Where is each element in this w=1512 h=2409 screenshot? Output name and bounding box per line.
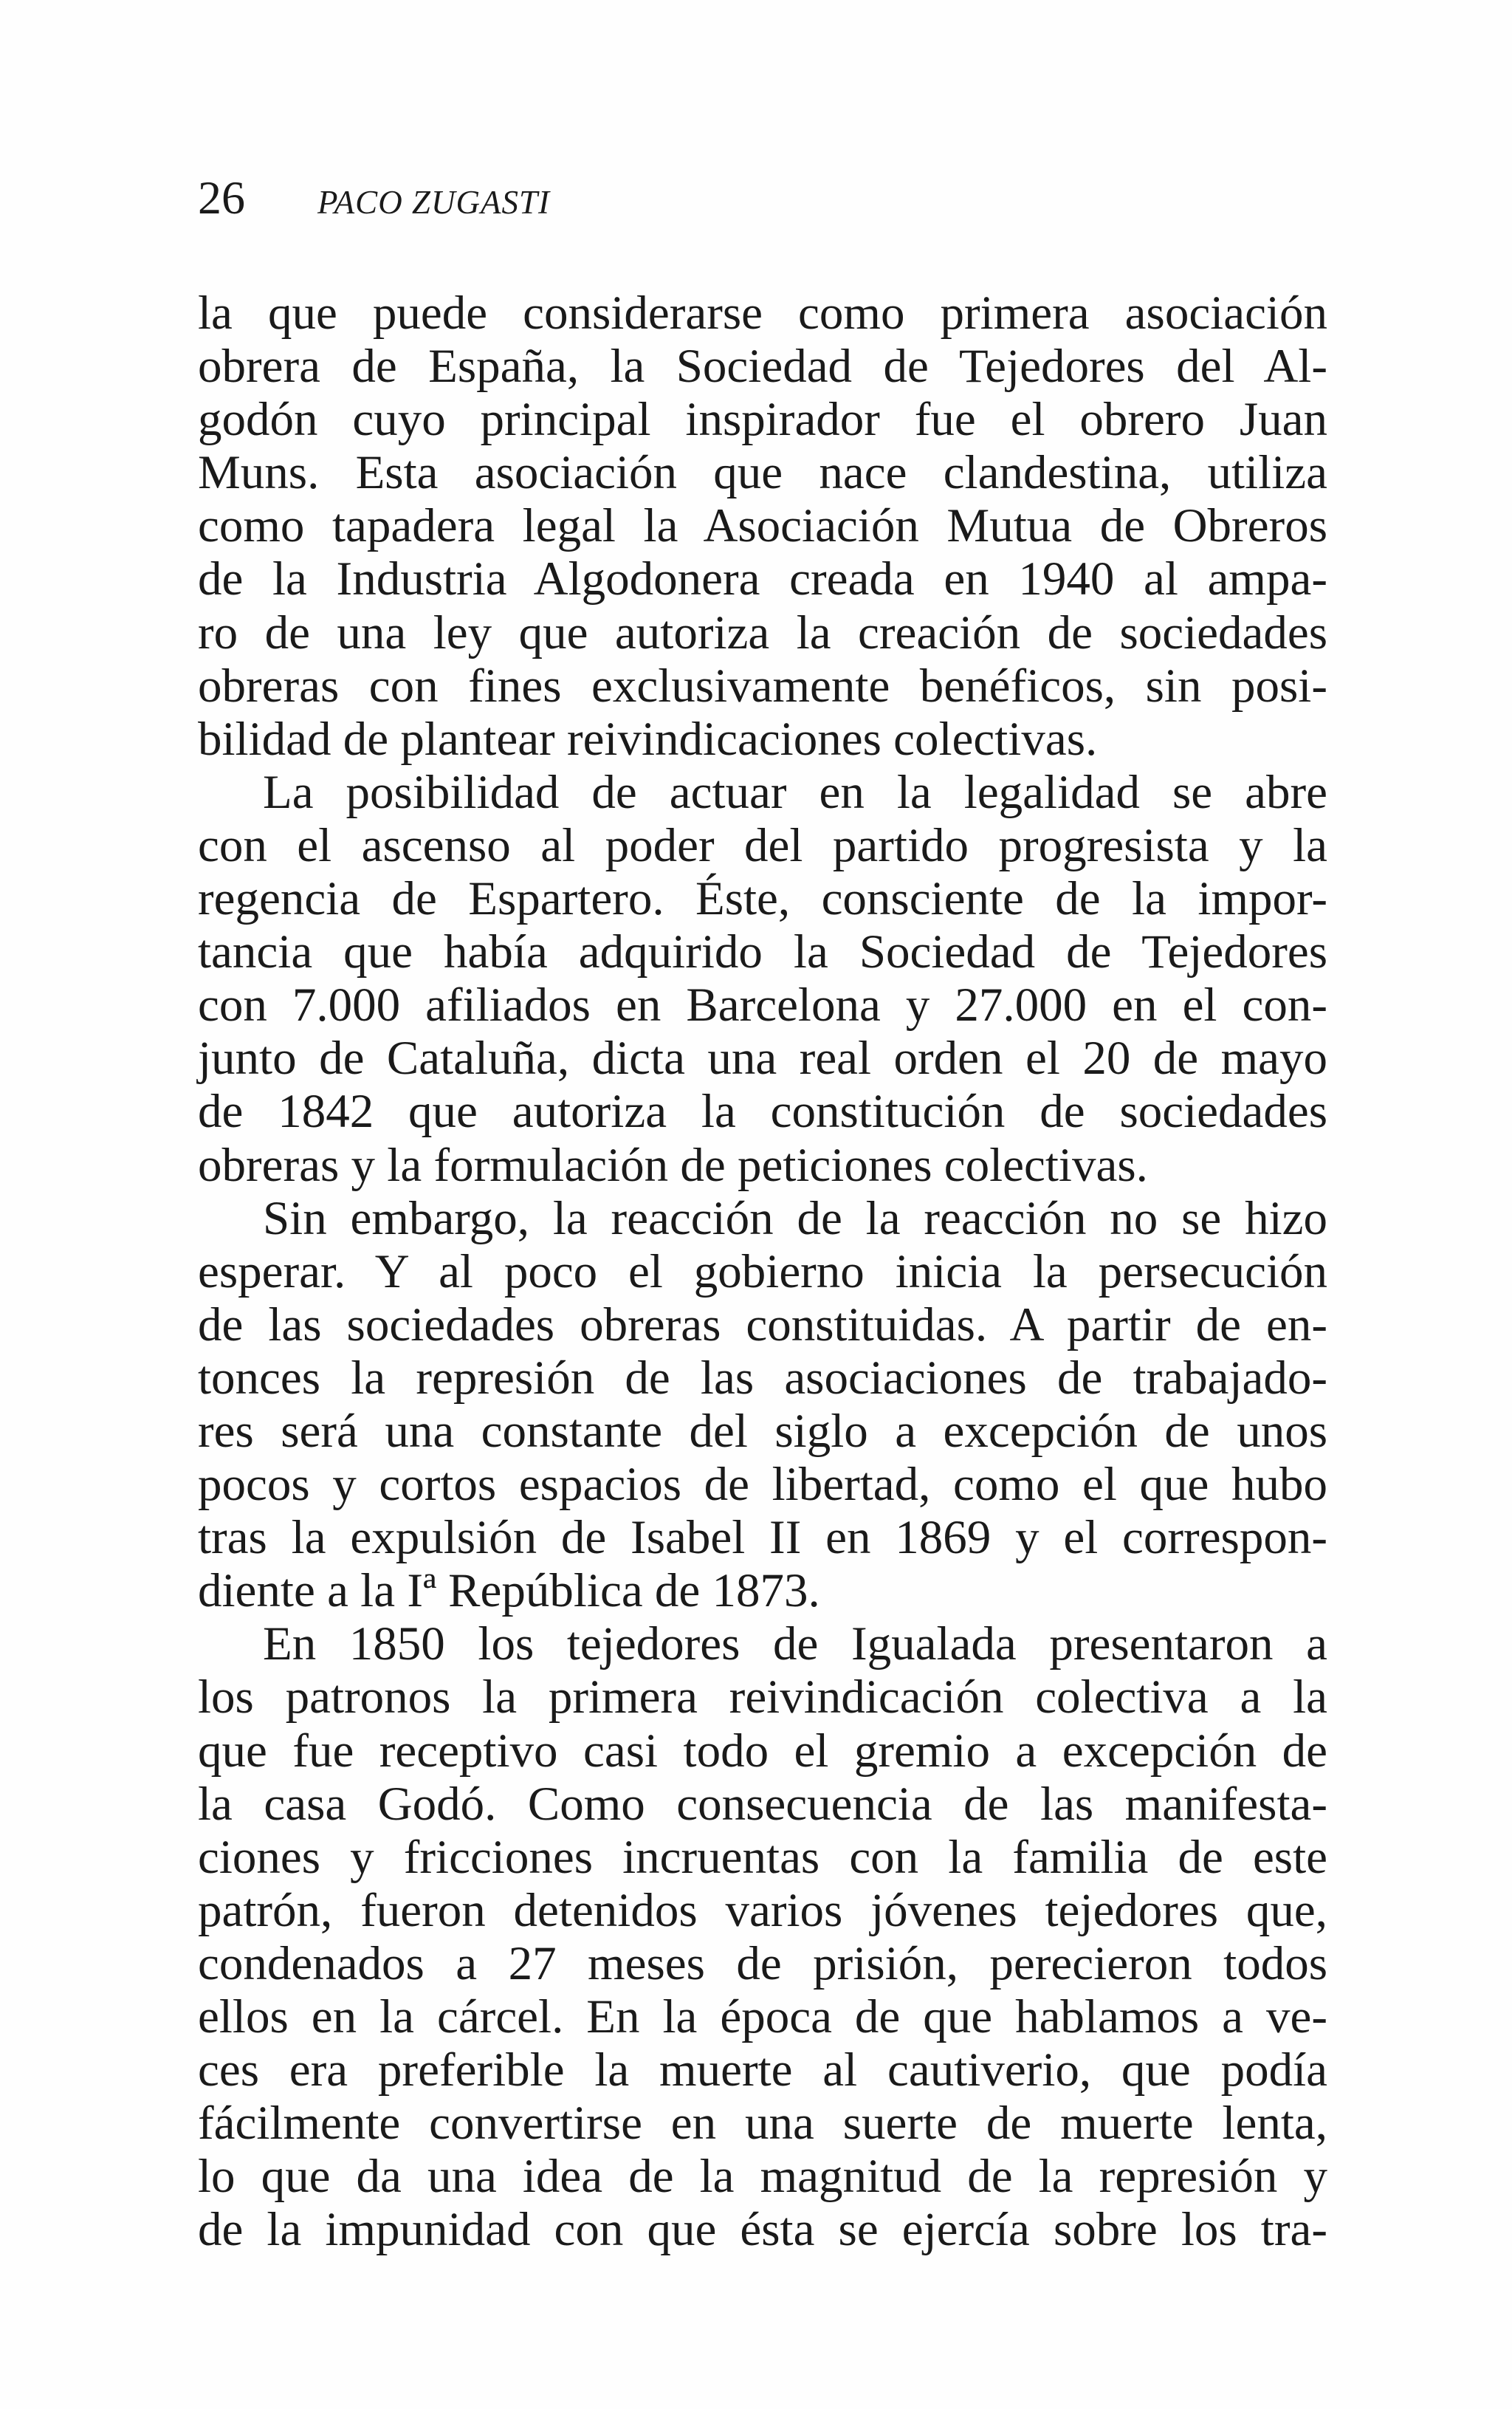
text-line: bilidad de plantear reivindicaciones colectivas. — [198, 712, 1098, 766]
text-line: regencia de Espartero. Éste, consciente de la impor- — [198, 872, 1327, 926]
paragraph-first-line: La posibilidad de actuar en la legalidad se abre — [263, 765, 1327, 819]
text-line: esperar. Y al poco el gobierno inicia la persecución — [198, 1244, 1327, 1298]
paragraph-first-line: En 1850 los tejedores de Igualada presentaron a — [263, 1617, 1327, 1671]
text-line: ro de una ley que autoriza la creación de sociedades — [198, 606, 1327, 659]
text-line: con 7.000 afiliados en Barcelona y 27.000 en el con- — [198, 979, 1327, 1032]
text-line: lo que da una idea de la magnitud de la represión y — [198, 2150, 1327, 2204]
text-line: obreras con fines exclusivamente benéficos, sin posi- — [198, 659, 1327, 713]
text-line: obrera de España, la Sociedad de Tejedores del Al- — [198, 340, 1327, 394]
text-line: de la impunidad con que ésta se ejercía sobre los tra- — [198, 2203, 1327, 2257]
paragraph-first-line: Sin embargo, la reacción de la reacción no se hizo — [263, 1191, 1327, 1245]
text-line: tonces la represión de las asociaciones de trabajado- — [198, 1351, 1327, 1405]
text-line: tras la expulsión de Isabel II en 1869 y el correspon- — [198, 1511, 1327, 1565]
text-line: de las sociedades obreras constituidas. A partir de en- — [198, 1298, 1327, 1351]
running-head — [198, 168, 550, 227]
text-line: Muns. Esta asociación que nace clandestina, utiliza — [198, 446, 1327, 500]
text-line: como tapadera legal la Asociación Mutua de Obreros — [198, 499, 1327, 553]
text-line: junto de Cataluña, dicta una real orden el 20 de mayo — [198, 1032, 1327, 1086]
body-text — [198, 287, 1327, 2256]
text-line: los patronos la primera reivindicación colectiva a la — [198, 1670, 1327, 1724]
text-line: obreras y la formulación de peticiones colectivas. — [198, 1138, 1148, 1192]
text-line: de 1842 que autoriza la constitución de sociedades — [198, 1085, 1327, 1139]
text-line: con el ascenso al poder del partido progresista y la — [198, 818, 1327, 872]
text-line: diente a la Iª República de 1873. — [198, 1564, 820, 1618]
text-line: tancia que había adquirido la Sociedad de Tejedores — [198, 925, 1327, 979]
text-line: ellos en la cárcel. En la época de que hablamos a ve- — [198, 1990, 1327, 2043]
text-line: res será una constante del siglo a excepción de unos — [198, 1404, 1327, 1458]
text-line: la que puede considerarse como primera asociación — [198, 287, 1327, 340]
text-line: patrón, fueron detenidos varios jóvenes tejedores que, — [198, 1883, 1327, 1937]
text-line: ciones y fricciones incruentas con la familia de este — [198, 1830, 1327, 1884]
text-line: pocos y cortos espacios de libertad, como el que hubo — [198, 1458, 1327, 1512]
running-title: PACO ZUGASTI — [317, 184, 550, 221]
text-line: de la Industria Algodonera creada en 1940 al ampa- — [198, 552, 1327, 606]
text-line: la casa Godó. Como consecuencia de las manifesta- — [198, 1777, 1327, 1831]
page-number: 26 — [198, 171, 245, 224]
text-line: que fue receptivo casi todo el gremio a excepción de — [198, 1724, 1327, 1778]
text-line: condenados a 27 meses de prisión, perecieron todos — [198, 1936, 1327, 1990]
text-line: fácilmente convertirse en una suerte de muerte lenta, — [198, 2097, 1327, 2151]
text-line: ces era preferible la muerte al cautiverio, que podía — [198, 2043, 1327, 2097]
text-line: godón cuyo principal inspirador fue el obrero Juan — [198, 393, 1327, 447]
